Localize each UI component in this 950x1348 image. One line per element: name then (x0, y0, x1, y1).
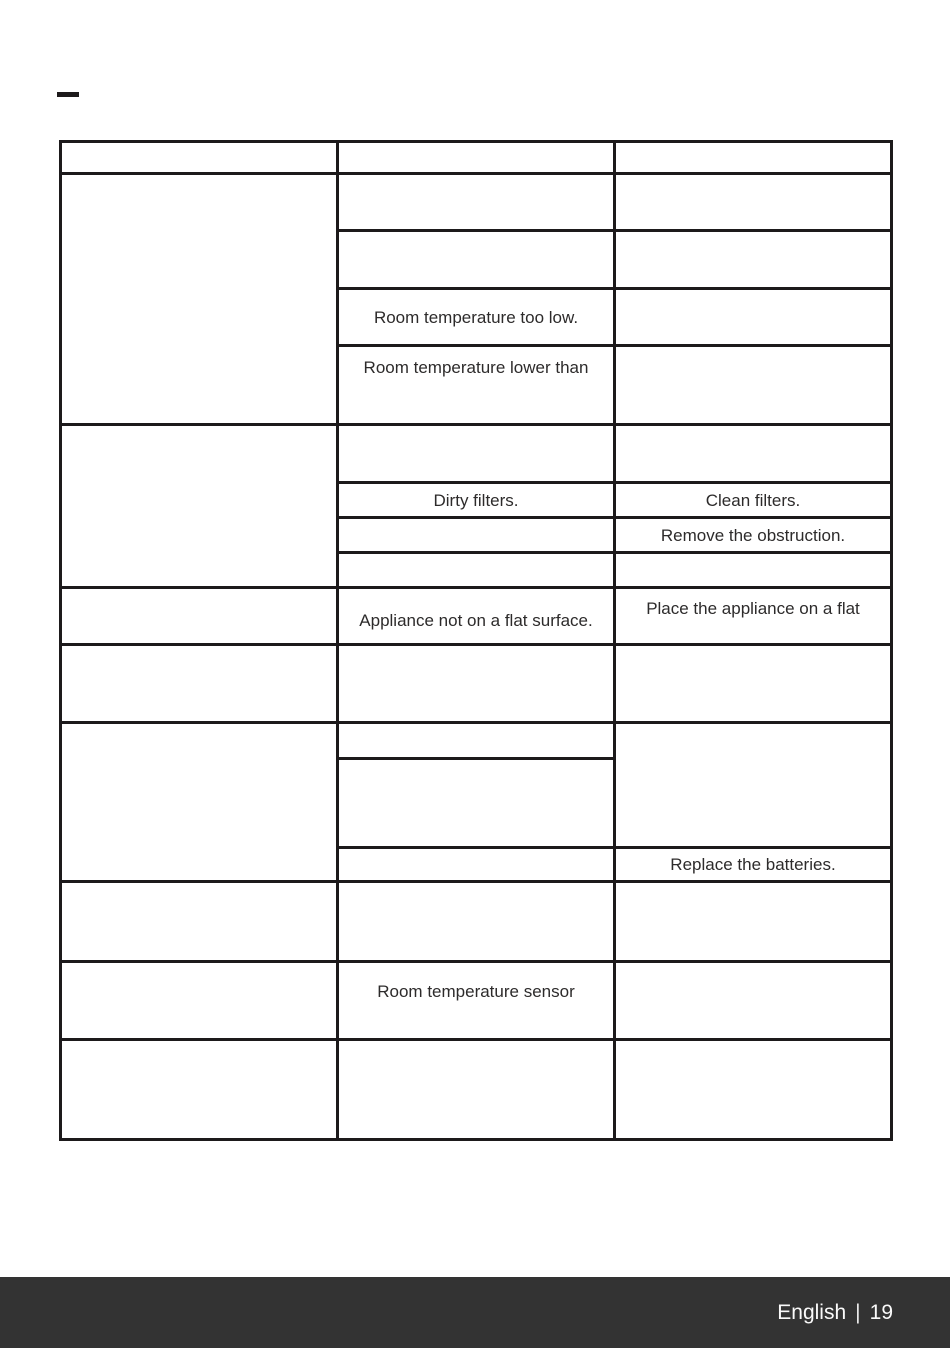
table-gridline (59, 721, 893, 724)
table-gridline (890, 140, 893, 1141)
cell-text: Room temperature lower than (363, 358, 589, 377)
cell-solution-replace-batteries (616, 849, 890, 880)
table-gridline (336, 757, 616, 760)
footer-language-label: English (777, 1300, 847, 1324)
cell-solution-place-appliance-flat (616, 589, 890, 643)
cell-solution-remove-obstruction (616, 519, 890, 551)
cell-cause-appliance-not-flat (339, 589, 613, 643)
cell-cause-room-temp-sensor (339, 963, 613, 1038)
cell-solution-clean-filters (616, 484, 890, 516)
table-gridline (59, 643, 893, 646)
cell-cause-room-temp-too-low (339, 290, 613, 344)
cell-text: Room temperature sensor (377, 982, 575, 1001)
table-gridline (336, 551, 893, 554)
cell-text: Remove the obstruction. (660, 525, 846, 545)
footer-page-number: 19 (869, 1300, 893, 1324)
cell-text: Appliance not on a flat surface. (359, 610, 593, 630)
page-footer (0, 1277, 950, 1348)
table-gridline (336, 229, 893, 232)
table-gridline (59, 423, 893, 426)
table-gridline (59, 172, 893, 175)
cell-text: Place the appliance on a flat (646, 599, 860, 618)
table-gridline (59, 1038, 893, 1041)
table-gridline (59, 140, 62, 1141)
footer-separator: | (855, 1300, 861, 1324)
cell-text: Clean filters. (705, 490, 801, 510)
table-gridline (59, 880, 893, 883)
cell-cause-dirty-filters (339, 484, 613, 516)
cell-text: Room temperature too low. (373, 307, 579, 327)
table-gridline (59, 1138, 893, 1141)
cell-cause-room-temp-lower-than (339, 347, 613, 423)
cell-text: Replace the batteries. (670, 855, 836, 874)
table-gridline (59, 140, 893, 143)
cell-text: Dirty filters. (433, 490, 519, 510)
